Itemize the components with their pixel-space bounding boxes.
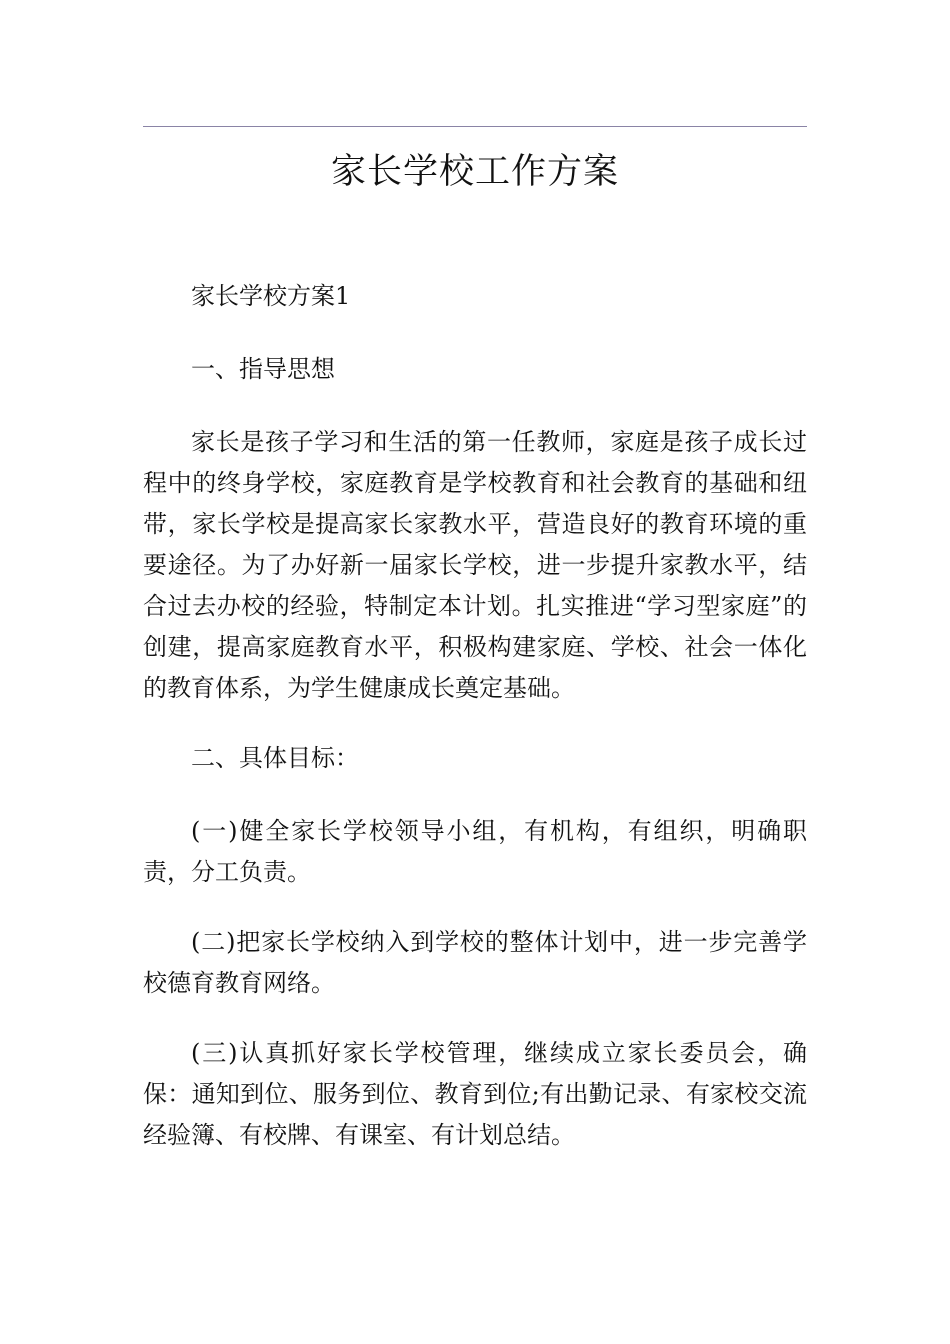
section-heading-guiding-ideology: 一、指导思想 — [191, 355, 335, 383]
goal-item-2: (二)把家长学校纳入到学校的整体计划中，进一步完善学校德育教育网络。 — [143, 928, 807, 997]
paragraph-guiding-ideology: 家长是孩子学习和生活的第一任教师，家庭是孩子成长过程中的终身学校，家庭教育是学校教育和社会教育的基础和纽带，家长学校是提高家长家教水平，营造良好的教育环境的重要途径。为了办好新一届家长学校，进一步提升家教水平，结合过去办校的经验，特制定本计划。扎实推进“学习型家庭”的创建，提高家庭教育水平，积极构建家庭、学校、社会一体化的教育体系，为学生健康成长奠定基础。 — [143, 428, 807, 702]
document-body — [143, 276, 807, 1185]
goal-item-1: (一)健全家长学校领导小组，有机构，有组织，明确职责，分工负责。 — [143, 817, 807, 886]
section-heading-plan-1: 家长学校方案1 — [191, 282, 351, 310]
goal-item-3: (三)认真抓好家长学校管理，继续成立家长委员会，确保：通知到位、服务到位、教育到位;有出勤记录、有家校交流经验簿、有校牌、有课室、有计划总结。 — [143, 1039, 807, 1149]
document-title: 家长学校工作方案 — [330, 152, 619, 192]
header-rule — [143, 126, 807, 127]
section-heading-specific-goals: 二、具体目标： — [191, 744, 359, 772]
